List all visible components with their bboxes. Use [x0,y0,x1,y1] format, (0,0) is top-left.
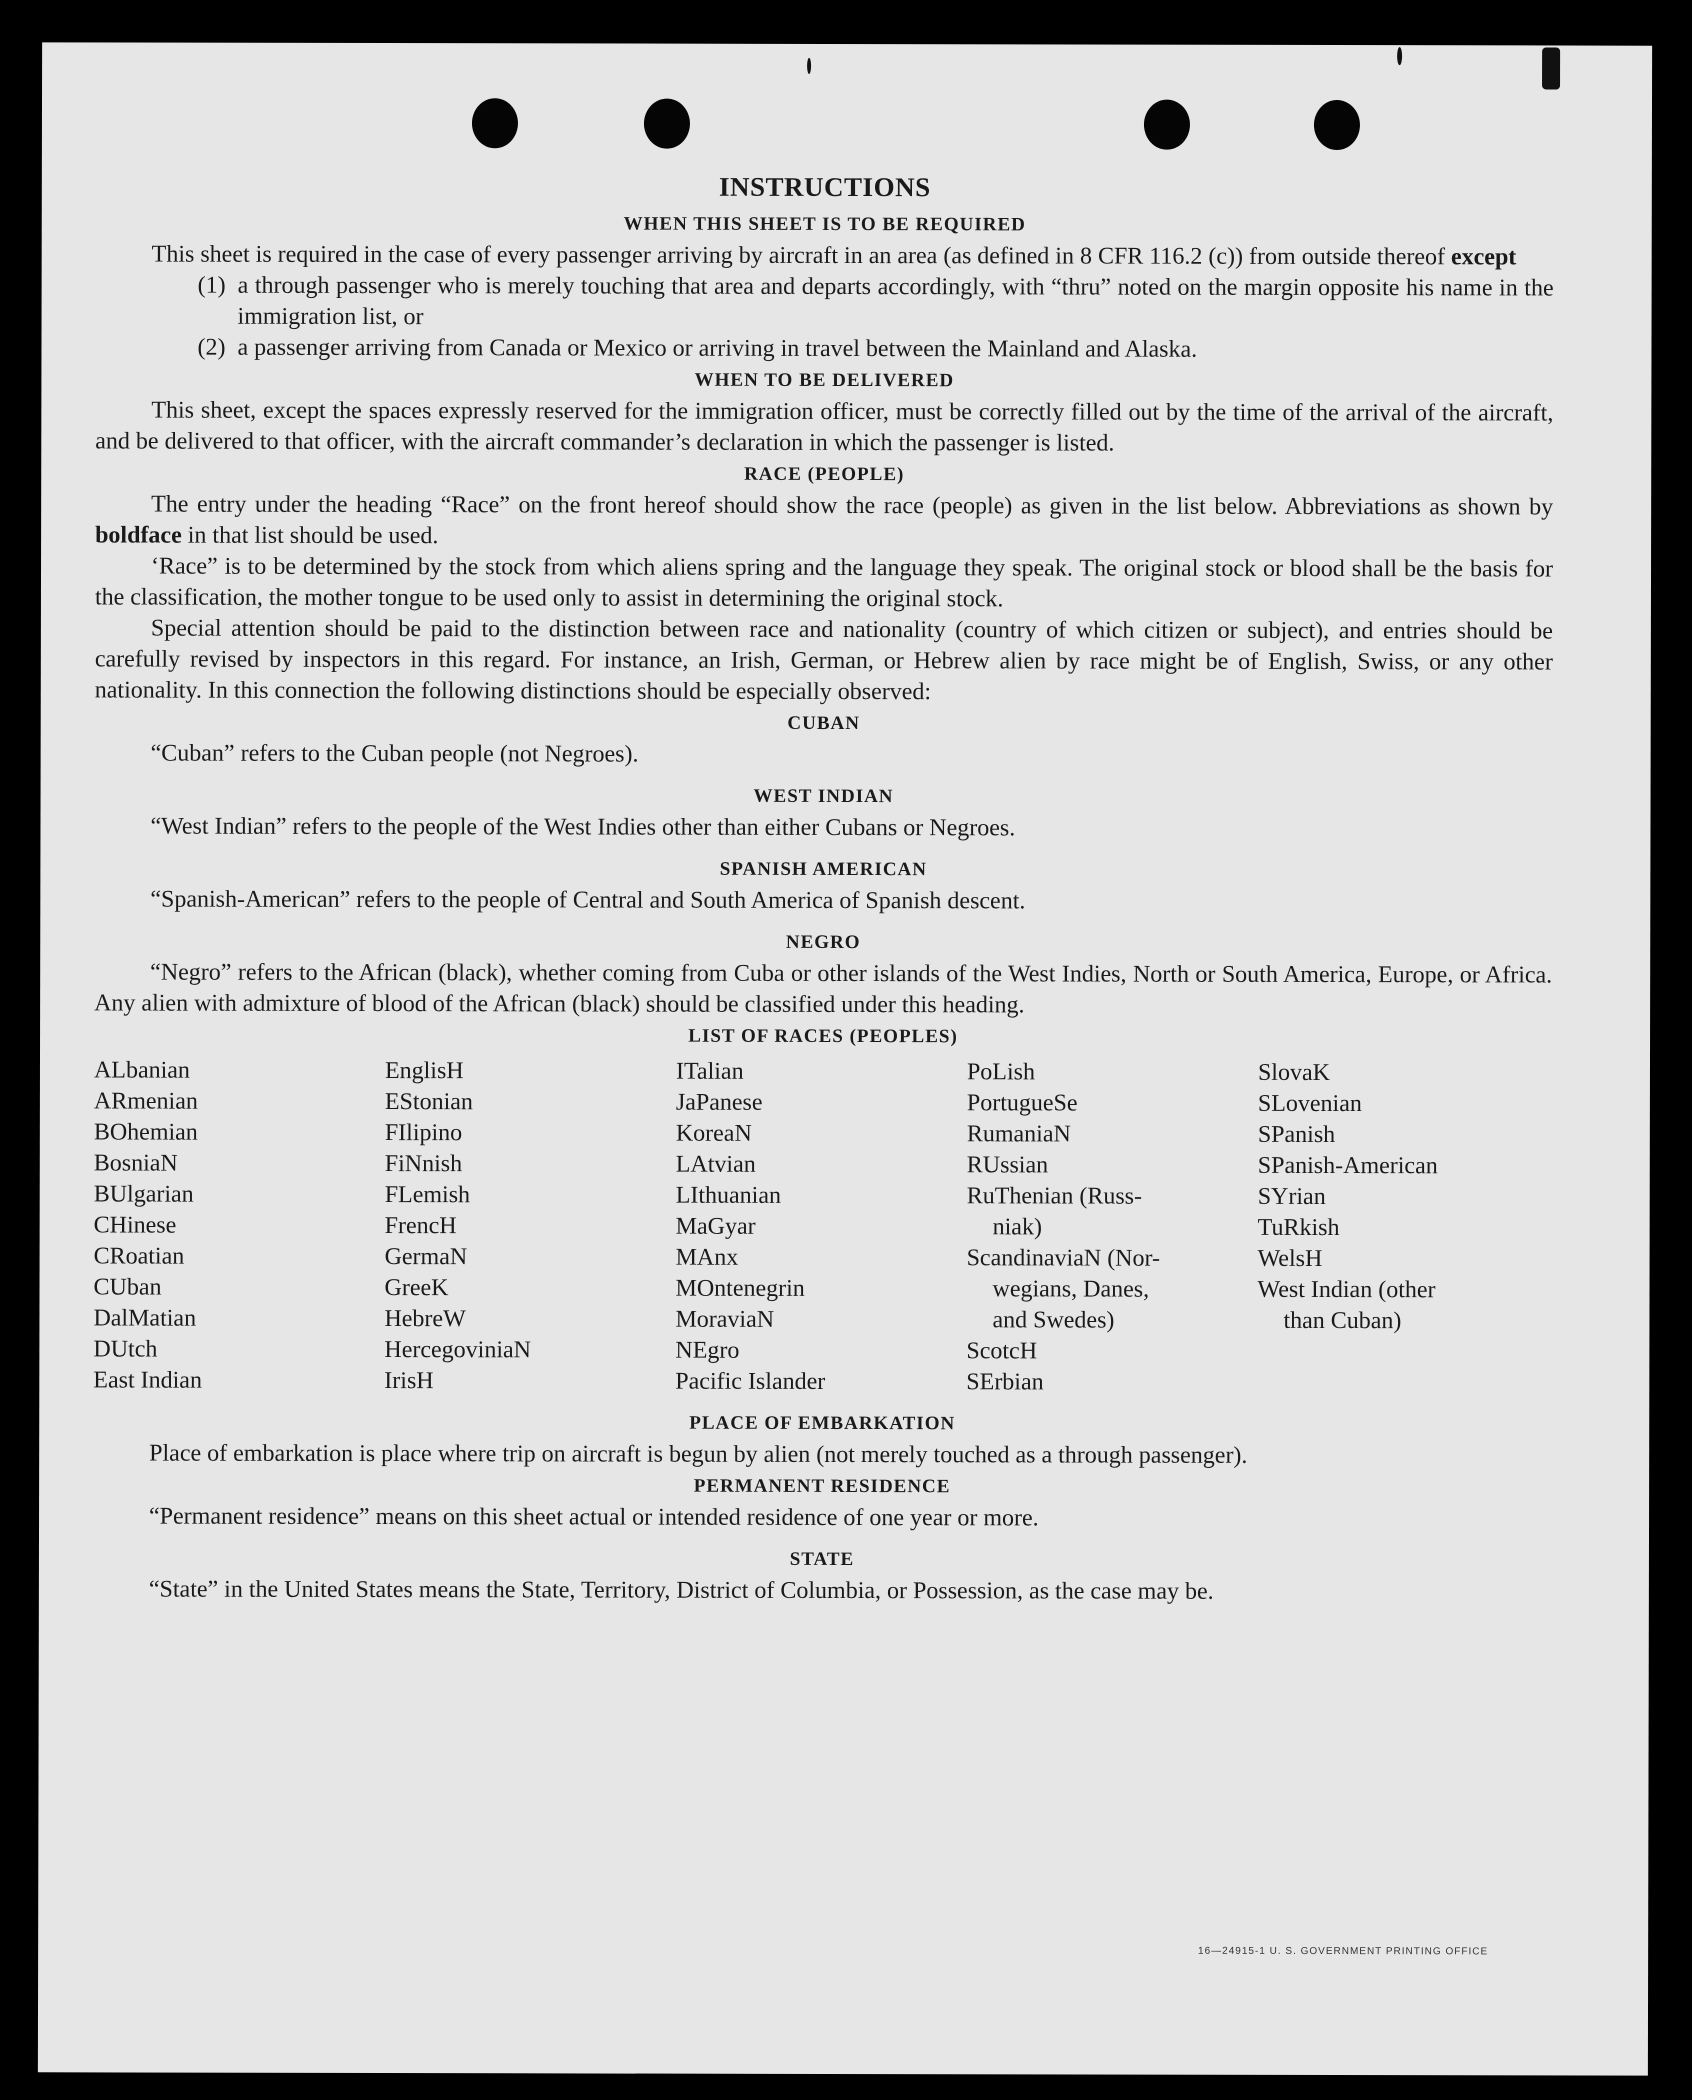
races-column [93,1055,385,1397]
race-entry: RuThenian (Russ- [966,1183,1143,1210]
race-entry: BosniaN [93,1150,178,1177]
race-entry: MOntenegrin [675,1275,805,1302]
heading-residence: PERMANENT RESIDENCE [693,1475,951,1498]
document-page [38,42,1652,2075]
race-entry: FLemish [384,1182,471,1209]
heading-negro: NEGRO [785,931,861,954]
race-entry: and Swedes) [992,1307,1115,1334]
race-entry: SErbian [966,1369,1044,1396]
race-entry: FiNnish [384,1151,463,1178]
race-entry: MoraviaN [675,1306,775,1333]
race-entry: WelsH [1257,1245,1323,1273]
race-entry: DUtch [93,1336,158,1363]
heading-when-required: WHEN THIS SHEET IS TO BE REQUIRED [623,213,1026,236]
race-entry: FIlipino [384,1120,463,1147]
instructions-body [93,170,1554,1608]
race-entry: DalMatian [93,1305,197,1332]
race-entry: FrencH [384,1213,457,1240]
printing-office-footer: 16—24915-1 U. S. GOVERNMENT PRINTING OFFICE [1198,1945,1489,1958]
scan-mark [1542,47,1560,89]
scan-mark [807,58,811,74]
race-entry: SPanish [1257,1121,1336,1149]
heading-embarkation: PLACE OF EMBARKATION [689,1412,956,1435]
punch-hole [1314,100,1360,150]
races-table [93,1055,1552,1399]
race-entry: ITalian [675,1058,744,1085]
race-entry: IrisH [384,1368,434,1395]
race-entry: SPanish-American [1257,1152,1438,1180]
race-entry: MaGyar [675,1213,756,1240]
races-column [675,1057,967,1399]
race-entry: LIthuanian [675,1182,782,1209]
race-entry: GreeK [384,1275,449,1302]
race-entry: JaPanese [675,1089,763,1116]
paragraph-embarkation: Place of embarkation is place where trip on aircraft is begun by alien (not merely touched as a through passenger). [149,1440,1248,1469]
race-entry: TuRkish [1257,1214,1340,1242]
race-entry: NEgro [675,1337,740,1364]
heading-cuban: CUBAN [787,712,861,735]
paragraph-delivered: This sheet, except the spaces expressly reserved for the immigration officer, must be correctly filled out by the time of the arrival of the aircraft, and be delivered to that officer, with the aircraft commander’s declaration in which the passenger is listed. [95,397,1554,457]
paragraph-west-indian: “West Indian” refers to the people of the West Indies other than either Cubans or Negroes. [150,813,1016,842]
race-entry: EnglisH [384,1058,464,1085]
race-entry: BUlgarian [93,1181,194,1208]
race-entry: niak) [992,1214,1042,1241]
race-entry: ALbanian [93,1057,190,1084]
paragraph-race-1: The entry under the heading “Race” on the front hereof should show the race (people) as given in the list below. Abbreviations as shown by boldface in that list should be used. [95,491,1554,550]
race-entry: KoreaN [675,1120,752,1147]
race-entry: CHinese [93,1212,177,1239]
race-entry: East Indian [93,1367,202,1394]
race-entry: MAnx [675,1244,739,1271]
heading-when-delivered: WHEN TO BE DELIVERED [694,369,955,392]
heading-list-of-races: LIST OF RACES (PEOPLES) [688,1025,958,1048]
race-entry: SYrian [1257,1183,1326,1211]
race-entry: PoLish [966,1059,1036,1086]
races-column [1257,1058,1549,1400]
race-entry: CUban [93,1274,162,1301]
race-entry: CRoatian [93,1243,185,1270]
heading-state: STATE [789,1548,855,1571]
race-entry: GermaN [384,1244,468,1271]
race-entry: West Indian (other [1257,1276,1436,1304]
races-column [384,1056,676,1398]
race-entry: than Cuban) [1283,1307,1402,1335]
paragraph-negro: “Negro” refers to the African (black), whether coming from Cuba or other islands of the West Indies, North or South America, Europe, or Africa. Any alien with admixture of blood of the African (black) should be classified under this heading. [94,959,1553,1019]
list-item: (2) a passenger arriving from Canada or Mexico or arriving in travel between the Mainland and Alaska. [197,334,1198,363]
heading-spanish-american: SPANISH AMERICAN [719,858,928,881]
race-entry: RumaniaN [966,1121,1071,1148]
paragraph-residence: “Permanent residence” means on this sheet actual or intended residence of one year or more. [149,1503,1039,1532]
paragraph-state: “State” in the United States means the State, Territory, District of Columbia, or Possession, as the case may be. [148,1576,1214,1605]
race-entry: ARmenian [93,1088,198,1115]
race-entry: SlovaK [1257,1059,1330,1087]
paragraph-spanish-american: “Spanish-American” refers to the people of Central and South America of Spanish descent. [150,886,1026,915]
race-entry: ScandinaviaN (Nor- [966,1245,1161,1272]
race-entry: EStonian [384,1089,473,1116]
heading-race: RACE (PEOPLE) [744,463,905,486]
paragraph-race-3: Special attention should be paid to the distinction between race and nationality (country of which citizen or subject), and entries should be carefully revised by inspectors in this regard. For instance, an Irish, German, or Hebrew alien by race might be of English, Swiss, or any other nationality. In this connection the following distinctions should be especially observed: [94,615,1553,706]
race-entry: HercegoviniaN [384,1337,532,1364]
punch-hole [1144,100,1190,150]
heading-west-indian: WEST INDIAN [753,785,894,808]
paragraph-required: This sheet is required in the case of every passenger arriving by aircraft in an area (as defined in 8 CFR 116.2 (c)) from outside thereof except [151,241,1517,271]
races-column [966,1057,1258,1399]
paragraph-race-2: ‘Race” is to be determined by the stock from which aliens spring and the language they speak. The original stock or blood shall be the basis for the classification, the mother tongue to be used only to assist in determining the original stock. [94,553,1554,613]
race-entry: SLovenian [1257,1090,1362,1118]
list-item: (1) a through passenger who is merely touching that area and departs accordingly, with “thru” noted on the margin opposite his name in the immigration list, or [197,272,1554,331]
race-entry: HebreW [384,1306,466,1333]
race-entry: ScotcH [966,1338,1038,1365]
race-entry: wegians, Danes, [992,1276,1150,1303]
race-entry: LAtvian [675,1151,756,1178]
race-entry: RUssian [966,1152,1049,1179]
race-entry: PortugueSe [966,1090,1078,1117]
race-entry: Pacific Islander [675,1368,826,1395]
page-title: INSTRUCTIONS [719,171,931,203]
scan-mark [1397,47,1402,65]
race-entry: BOhemian [93,1119,198,1146]
punch-hole [644,99,690,149]
punch-hole [472,98,518,148]
paragraph-cuban: “Cuban” refers to the Cuban people (not Negroes). [150,740,639,768]
